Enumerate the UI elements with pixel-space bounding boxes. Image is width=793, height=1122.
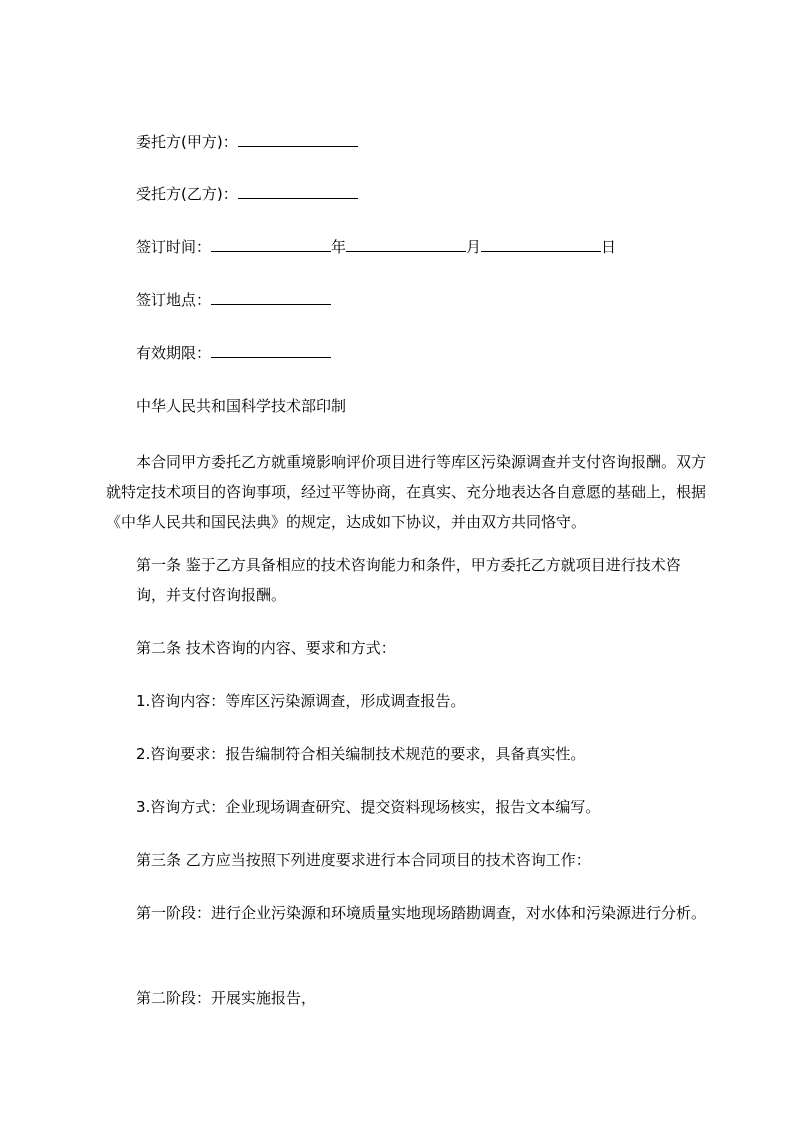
item-3: 3.咨询方式：企业现场调查研究、提交资料现场核实，报告文本编写。 bbox=[136, 798, 601, 816]
party-b-label: 受托方(乙方)： bbox=[136, 185, 238, 203]
item-1: 1.咨询内容：等库区污染源调查，形成调查报告。 bbox=[136, 692, 466, 710]
article-1: 第一条 鉴于乙方具备相应的技术咨询能力和条件，甲方委托乙方就项目进行技术咨询，并支付咨询报酬。 bbox=[136, 556, 681, 604]
printed-by: 中华人民共和国科学技术部印制 bbox=[136, 397, 347, 415]
party-a-blank[interactable] bbox=[238, 132, 358, 147]
year-label: 年 bbox=[331, 238, 347, 256]
article-2: 第二条 技术咨询的内容、要求和方式： bbox=[136, 639, 396, 657]
stage-1: 第一阶段：进行企业污染源和环境质量实地现场踏勘调查，对水体和污染源进行分析。 bbox=[136, 904, 707, 922]
year-blank[interactable] bbox=[211, 237, 331, 252]
day-label: 日 bbox=[601, 238, 617, 256]
validity-label: 有效期限： bbox=[136, 344, 212, 362]
sign-time-line bbox=[136, 237, 616, 257]
party-b-blank[interactable] bbox=[238, 184, 358, 199]
sign-place-label: 签订地点： bbox=[136, 291, 212, 309]
party-a-label: 委托方(甲方)： bbox=[136, 133, 238, 151]
party-a-line bbox=[136, 132, 358, 152]
sign-place-blank[interactable] bbox=[211, 290, 331, 305]
validity-line bbox=[136, 343, 331, 363]
stage-2: 第二阶段：开展实施报告， bbox=[136, 989, 317, 1007]
party-b-line bbox=[136, 184, 358, 204]
intro-paragraph: 本合同甲方委托乙方就重境影响评价项目进行等库区污染源调查并支付咨询报酬。双方就特定技术项目的咨询事项，经过平等协商，在真实、充分地表达各自意愿的基础上，根据《中华人民共和国民法典》的规定，达成如下协议，并由双方共同恪守。 bbox=[106, 453, 707, 531]
article-3: 第三条 乙方应当按照下列进度要求进行本合同项目的技术咨询工作： bbox=[136, 851, 591, 869]
sign-place-line bbox=[136, 290, 331, 310]
month-label: 月 bbox=[466, 238, 482, 256]
month-blank[interactable] bbox=[346, 237, 466, 252]
day-blank[interactable] bbox=[481, 237, 601, 252]
sign-time-label: 签订时间： bbox=[136, 238, 212, 256]
item-2: 2.咨询要求：报告编制符合相关编制技术规范的要求，具备真实性。 bbox=[136, 745, 586, 763]
validity-blank[interactable] bbox=[211, 343, 331, 358]
